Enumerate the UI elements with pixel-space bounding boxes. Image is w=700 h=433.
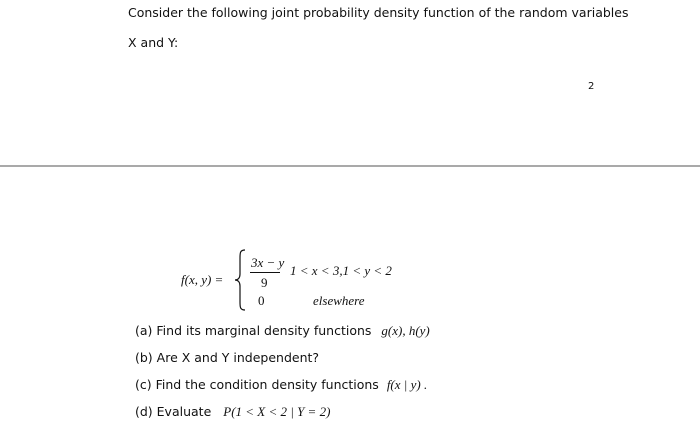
fraction-bar bbox=[250, 272, 280, 273]
left-brace-symbol bbox=[233, 249, 247, 311]
intro-line-1: Consider the following joint probability density function of the random variables bbox=[128, 5, 629, 20]
fraction-denominator: 9 bbox=[261, 275, 268, 290]
zero-case-value: 0 bbox=[258, 293, 265, 308]
question-a bbox=[135, 323, 430, 339]
otherwise-label: elsewhere bbox=[313, 293, 365, 308]
equation-lhs: f(x, y) = bbox=[181, 272, 224, 287]
intro-line-2: X and Y: bbox=[128, 35, 179, 50]
question-b bbox=[135, 350, 319, 365]
question-c-text: (c) Find the condition density functions bbox=[135, 377, 379, 392]
page-divider bbox=[0, 165, 700, 167]
question-c-math: f(x | y) . bbox=[386, 377, 428, 392]
page-number: 2 bbox=[588, 81, 595, 92]
question-d-math: P(1 < X < 2 | Y = 2) bbox=[223, 404, 331, 419]
question-d-text: (d) Evaluate bbox=[135, 404, 212, 419]
fraction-numerator: 3x − y bbox=[251, 255, 285, 270]
domain-condition: 1 < x < 3,1 < y < 2 bbox=[290, 263, 392, 278]
question-c bbox=[135, 377, 427, 393]
question-b-text: (b) Are X and Y independent? bbox=[135, 350, 320, 365]
question-d bbox=[135, 404, 330, 420]
question-a-math: g(x), h(y) bbox=[381, 323, 430, 338]
question-a-text: (a) Find its marginal density functions bbox=[135, 323, 372, 338]
